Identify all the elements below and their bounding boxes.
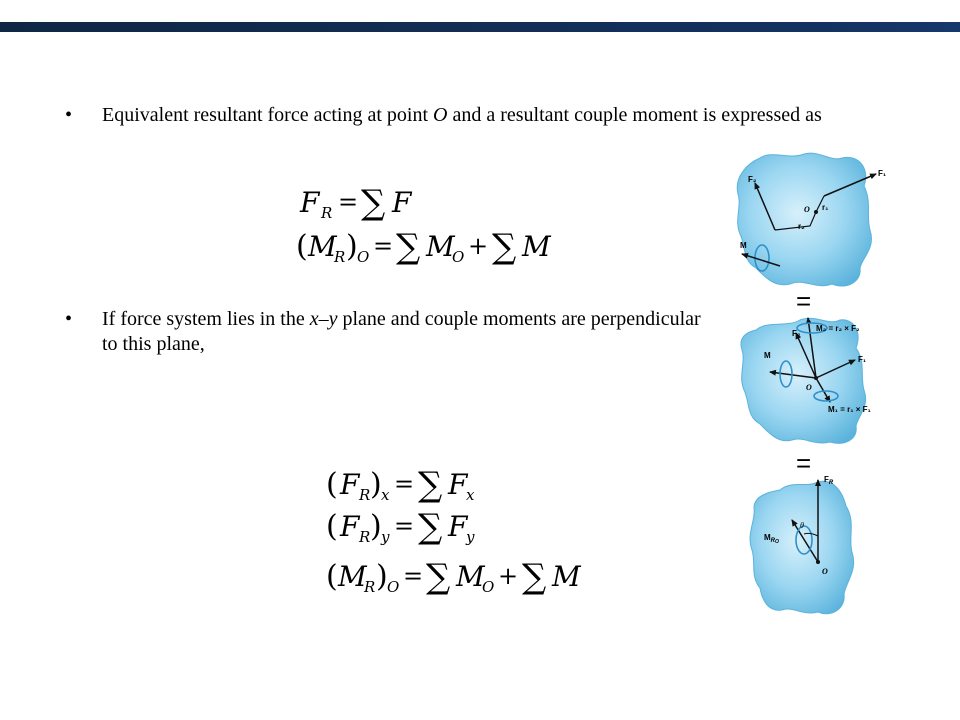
left-paren: ( [326,559,338,594]
label-theta: θ [800,521,804,530]
figure-panel-resultant [750,475,854,614]
subscript-r: R [364,578,376,596]
rigid-body-blob [741,318,866,443]
equation-mo [326,557,582,597]
rigid-body-blob [750,481,854,614]
right-paren: ) [370,467,382,502]
equation-fx [326,465,475,505]
label-fr: $F_R$ [824,475,834,486]
equals-sign: = [373,232,394,260]
label-r1: r₁ [822,203,829,212]
symbol-m: M [338,560,367,593]
symbol-f: F [340,510,360,543]
symbol-m: M [522,230,551,263]
subscript-o: O [482,578,495,596]
subscript-r: R [359,528,371,546]
subscript-y: y [381,528,390,546]
label-r2: r₂ [798,222,805,231]
figure-panel-original-forces [737,153,887,286]
label-o: O [804,205,810,214]
equivalence-sign: = [796,286,812,316]
label-o: O [822,567,828,576]
summation-sign: ∑ [361,183,386,223]
plus-sign: + [468,232,489,260]
figure-panel-moved-forces [741,318,872,443]
left-paren: ( [326,509,338,544]
symbol-m-o: M [426,230,455,263]
equals-sign: = [394,470,415,498]
label-mro: $M_RO$ [764,533,779,545]
point-o-dot [814,210,818,214]
label-m2-equation: M₂ = r₂ × F₂ [816,324,860,333]
equals-sign: = [338,188,359,216]
point-o-dot [816,560,820,564]
subscript-r: R [334,248,346,266]
label-f1: F₁ [878,169,887,178]
equation-moment-resultant [296,227,552,267]
symbol-f: F [340,468,360,501]
label-f2: F₂ [792,329,801,338]
subscript-r: R [359,486,371,504]
symbol-f-rhs: F [448,510,468,543]
subscript-y: y [466,528,475,546]
subscript-r: R [321,204,333,222]
summation-sign: ∑ [396,227,421,267]
equals-sign: = [403,562,424,590]
symbol-f: F [300,186,320,219]
subscript-x: x [381,486,390,504]
symbol-f-rhs: F [392,186,412,219]
label-m: M [740,241,747,250]
summation-sign: ∑ [426,557,451,597]
equations-planar [326,462,596,602]
symbol-m: M [552,560,581,593]
symbol-m: M [308,230,337,263]
bullet-resultant-force: • Equivalent resultant force acting at point O and a resultant couple moment is expressed as [65,104,822,126]
right-paren: ) [370,509,382,544]
subscript-o: O [387,578,400,596]
force-system-figure [720,150,910,630]
summation-sign: ∑ [492,227,517,267]
label-f2: F₂ [748,175,757,184]
label-m: M [764,351,771,360]
title-bar [0,22,960,32]
equals-sign: = [394,512,415,540]
left-paren: ( [326,467,338,502]
bullet-xy-plane: • If force system lies in the x–y plane and couple moments are perpendicular to this plane, [65,308,701,355]
plus-sign: + [498,562,519,590]
point-o-label: O [433,104,448,126]
label-o: O [806,383,812,392]
subscript-o: O [452,248,465,266]
equation-fy [326,507,475,547]
subscript-x: x [466,486,475,504]
equations-resultant [296,178,566,270]
summation-sign: ∑ [418,507,443,547]
point-o-dot [814,376,818,380]
symbol-m-o: M [456,560,485,593]
subscript-o: O [357,248,370,266]
bullet-dot: • [65,308,73,330]
right-paren: ) [346,229,358,264]
summation-sign: ∑ [522,557,547,597]
equivalence-sign: = [796,448,812,478]
summation-sign: ∑ [418,465,443,505]
symbol-f-rhs: F [448,468,468,501]
right-paren: ) [376,559,388,594]
left-paren: ( [296,229,308,264]
label-f1: F₁ [858,355,867,364]
label-m1-equation: M₁ = r₁ × F₁ [828,405,871,414]
bullet-dot: • [65,104,73,126]
equation-force-resultant [299,183,413,223]
